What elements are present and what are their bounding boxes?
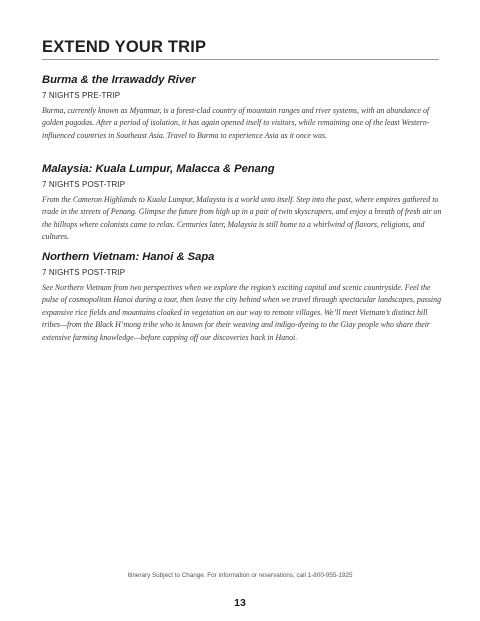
trip-description: Burma, currently known as Myanmar, is a forest-clad country of mountain ranges and river systems, with an abundance of golden pagodas. After a period of isolation, it has again opened itself to visitors, while remaining one of the least Western-influenced countries in Southeast Asia. Travel to Burma to experience Asia as it once was. (42, 106, 430, 140)
title-divider (42, 59, 439, 60)
trip-heading: Burma & the Irrawaddy River (42, 74, 196, 86)
trip-duration: 7 NIGHTS POST-TRIP (42, 268, 126, 277)
trip-description: See Northern Vietnam from two perspectives when we explore the region’s exciting capital and scenic countryside. Feel the pulse of cosmopolitan Hanoi during a tour, then leave the city behind when we travel through spectacular landscapes, passing expansive rice fields and mountains cloaked in vegetation on our way to remote villages. We’ll meet Vietnam’s distinct hill tribes—from the Black H’mong tribe who is known for their weaving and indigo-dyeing to the Giay people who share their extensive farming knowledge—before capping off our discoveries back in Hanoi. (42, 283, 442, 342)
page-title: EXTEND YOUR TRIP (42, 38, 207, 56)
trip-malaysia (42, 162, 442, 244)
trip-duration: 7 NIGHTS PRE-TRIP (42, 91, 121, 100)
page-number: 13 (234, 597, 246, 609)
trip-description: From the Cameron Highlands to Kuala Lumpur, Malaysia is a world unto itself. Step into the past, where empires gathered to trade in the streets of Penang. Glimpse the future from high up in a pair of twin skyscrapers, and enjoy a breath of fresh air on the hilltops where colonists came to relax. Centuries later, Malaysia is still home to a whirlwind of flavors, religions, and cultures. (42, 195, 442, 242)
trip-heading: Northern Vietnam: Hanoi & Sapa (42, 251, 215, 263)
footer-note: Itinerary Subject to Change. For information or reservations, call 1-800-955-1925 (127, 572, 353, 579)
trip-duration: 7 NIGHTS POST-TRIP (42, 180, 126, 189)
trip-burma (42, 73, 442, 142)
trip-vietnam (42, 250, 442, 344)
trip-heading: Malaysia: Kuala Lumpur, Malacca & Penang (42, 163, 275, 175)
